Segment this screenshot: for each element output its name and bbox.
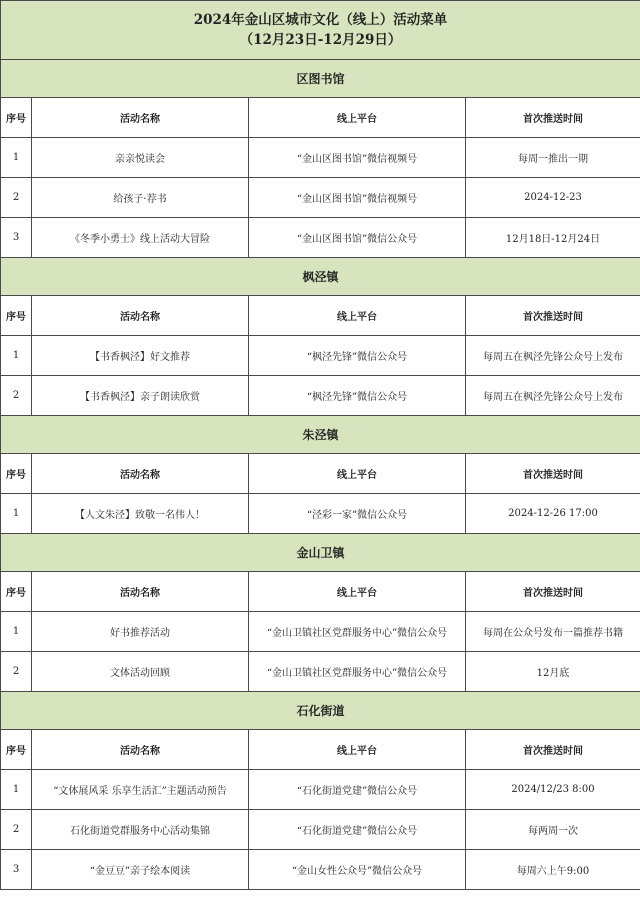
- section-title: 区图书馆: [1, 60, 640, 98]
- header-push-time: 首次推送时间: [466, 730, 640, 770]
- header-activity-name: 活动名称: [32, 730, 249, 770]
- header-push-time: 首次推送时间: [466, 572, 640, 612]
- header-serial: 序号: [1, 98, 32, 138]
- push-time-cell: 2024/12/23 8:00: [466, 770, 640, 810]
- push-time-cell: 每周六上午9:00: [466, 850, 640, 890]
- push-time-cell: 2024-12-26 17:00: [466, 494, 640, 534]
- activity-name-cell: 文体活动回顾: [32, 652, 249, 692]
- platform-cell: “金山区图书馆”微信视频号: [249, 138, 466, 178]
- push-time-cell: 每两周一次: [466, 810, 640, 850]
- header-activity-name: 活动名称: [32, 454, 249, 494]
- section-row: [1, 60, 640, 98]
- activity-name-cell: 给孩子·荐书: [32, 178, 249, 218]
- column-header-row: [1, 572, 640, 612]
- section-title: 朱泾镇: [1, 416, 640, 454]
- section-title: 石化街道: [1, 692, 640, 730]
- section-row: [1, 534, 640, 572]
- header-push-time: 首次推送时间: [466, 454, 640, 494]
- table-row: [1, 770, 640, 810]
- platform-cell: “石化街道党建”微信公众号: [249, 770, 466, 810]
- activity-name-cell: 【书香枫泾】亲子朗读欣赏: [32, 376, 249, 416]
- push-time-cell: 每周五在枫泾先锋公众号上发布: [466, 376, 640, 416]
- serial-cell: 2: [1, 652, 32, 692]
- header-activity-name: 活动名称: [32, 98, 249, 138]
- header-platform: 线上平台: [249, 98, 466, 138]
- table-row: [1, 494, 640, 534]
- serial-cell: 1: [1, 336, 32, 376]
- table-row: [1, 218, 640, 258]
- header-platform: 线上平台: [249, 730, 466, 770]
- push-time-cell: 每周在公众号发布一篇推荐书籍: [466, 612, 640, 652]
- push-time-cell: 2024-12-23: [466, 178, 640, 218]
- section-title: 枫泾镇: [1, 258, 640, 296]
- table-row: [1, 850, 640, 890]
- activity-name-cell: 《冬季小勇士》线上活动大冒险: [32, 218, 249, 258]
- serial-cell: 1: [1, 770, 32, 810]
- activity-name-cell: 亲亲悦读会: [32, 138, 249, 178]
- activity-name-cell: 【人文朱泾】致敬一名伟人！: [32, 494, 249, 534]
- title-line2: （12月23日-12月29日）: [239, 32, 402, 48]
- header-platform: 线上平台: [249, 454, 466, 494]
- table-row: [1, 376, 640, 416]
- push-time-cell: 每周一推出一期: [466, 138, 640, 178]
- platform-cell: “枫泾先锋”微信公众号: [249, 336, 466, 376]
- title-line1: 2024年金山区城市文化（线上）活动菜单: [193, 12, 448, 28]
- platform-cell: “泾彩一家”微信公众号: [249, 494, 466, 534]
- serial-cell: 1: [1, 612, 32, 652]
- table-row: [1, 612, 640, 652]
- platform-cell: “金山卫镇社区党群服务中心”微信公众号: [249, 652, 466, 692]
- serial-cell: 1: [1, 494, 32, 534]
- activity-name-cell: “金豆豆”亲子绘本阅读: [32, 850, 249, 890]
- page-title: [1, 1, 640, 60]
- header-push-time: 首次推送时间: [466, 296, 640, 336]
- column-header-row: [1, 296, 640, 336]
- serial-cell: 2: [1, 178, 32, 218]
- header-serial: 序号: [1, 296, 32, 336]
- push-time-cell: 每周五在枫泾先锋公众号上发布: [466, 336, 640, 376]
- serial-cell: 1: [1, 138, 32, 178]
- title-row: [1, 1, 640, 60]
- header-platform: 线上平台: [249, 572, 466, 612]
- section-row: [1, 692, 640, 730]
- section-row: [1, 258, 640, 296]
- column-header-row: [1, 98, 640, 138]
- header-serial: 序号: [1, 730, 32, 770]
- header-serial: 序号: [1, 454, 32, 494]
- push-time-cell: 12月底: [466, 652, 640, 692]
- header-push-time: 首次推送时间: [466, 98, 640, 138]
- header-activity-name: 活动名称: [32, 572, 249, 612]
- activity-name-cell: 【书香枫泾】好文推荐: [32, 336, 249, 376]
- section-title: 金山卫镇: [1, 534, 640, 572]
- platform-cell: “金山女性公众号”微信公众号: [249, 850, 466, 890]
- serial-cell: 2: [1, 376, 32, 416]
- table-row: [1, 652, 640, 692]
- column-header-row: [1, 454, 640, 494]
- platform-cell: “石化街道党建”微信公众号: [249, 810, 466, 850]
- section-row: [1, 416, 640, 454]
- header-serial: 序号: [1, 572, 32, 612]
- serial-cell: 2: [1, 810, 32, 850]
- activity-name-cell: 石化街道党群服务中心活动集锦: [32, 810, 249, 850]
- table-row: [1, 810, 640, 850]
- activity-name-cell: 好书推荐活动: [32, 612, 249, 652]
- platform-cell: “金山区图书馆”微信公众号: [249, 218, 466, 258]
- table-row: [1, 138, 640, 178]
- serial-cell: 3: [1, 850, 32, 890]
- platform-cell: “金山卫镇社区党群服务中心”微信公众号: [249, 612, 466, 652]
- platform-cell: “枫泾先锋”微信公众号: [249, 376, 466, 416]
- platform-cell: “金山区图书馆”微信视频号: [249, 178, 466, 218]
- header-activity-name: 活动名称: [32, 296, 249, 336]
- push-time-cell: 12月18日-12月24日: [466, 218, 640, 258]
- header-platform: 线上平台: [249, 296, 466, 336]
- activity-name-cell: “文体展风采 乐享生活汇”主题活动预告: [32, 770, 249, 810]
- column-header-row: [1, 730, 640, 770]
- table-row: [1, 178, 640, 218]
- serial-cell: 3: [1, 218, 32, 258]
- table-row: [1, 336, 640, 376]
- table-body: [1, 1, 640, 890]
